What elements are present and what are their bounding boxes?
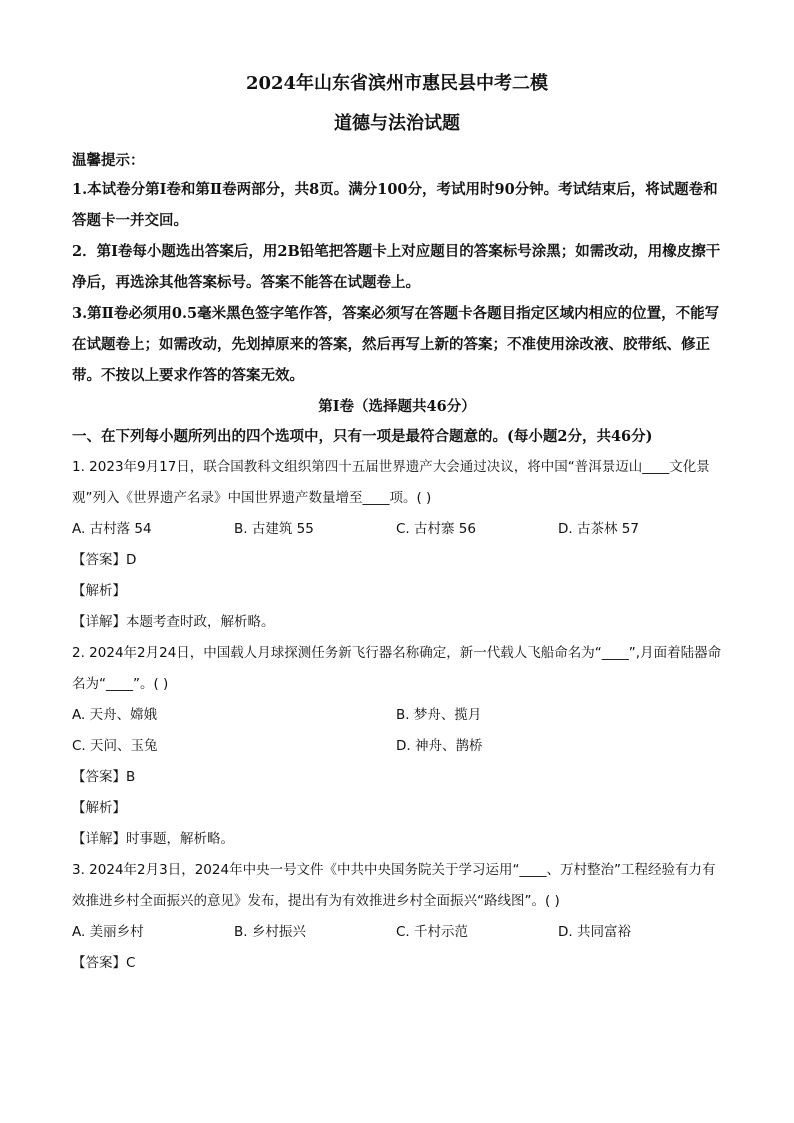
option-d: D. 神舟、鹊桥	[396, 738, 483, 754]
question-3-options	[72, 917, 722, 948]
question-1-detail: 【详解】本题考查时政，解析略。	[72, 614, 275, 630]
option-b: B. 乡村振兴	[234, 924, 306, 940]
question-1-stem: 1. 2023年9月17日，联合国教科文组织第四十五届世界遗产大会通过决议，将中国“普洱景迈山____文化景观”列入《世界遗产名录》中国世界遗产数量增至____项。( )	[72, 459, 710, 506]
option-c: C. 天问、玉兔	[72, 738, 158, 754]
question-2-options-row-1	[72, 700, 722, 731]
question-1-options	[72, 514, 722, 545]
question-1-answer: 【答案】D	[72, 552, 137, 568]
note-3: 3.第Ⅱ卷必须用0.5毫米黑色签字笔作答，答案必须写在答题卡各题目指定区域内相应的位置，不能写在试题卷上；如需改动，先划掉原来的答案，然后再写上新的答案；不准使用涂改液、胶带纸、修正带。不按以上要求作答的答案无效。	[72, 305, 720, 384]
page-subtitle: 道德与法治试题	[334, 113, 460, 134]
option-b: B. 梦舟、揽月	[396, 707, 482, 723]
option-c: C. 古村寨 56	[396, 521, 476, 537]
question-1-analysis: 【解析】	[72, 583, 126, 599]
note-2: 2．第Ⅰ卷每小题选出答案后，用2B铅笔把答题卡上对应题目的答案标号涂黑；如需改动，用橡皮擦干净后，再选涂其他答案标号。答案不能答在试题卷上。	[72, 243, 721, 291]
question-2-detail: 【详解】时事题，解析略。	[72, 831, 234, 847]
option-d: D. 古茶林 57	[558, 521, 639, 537]
question-2-options-row-2	[72, 731, 722, 762]
note-1: 1.本试卷分第Ⅰ卷和第Ⅱ卷两部分，共8页。满分100分，考试用时90分钟。考试结束后，将试题卷和答题卡一并交回。	[72, 181, 718, 229]
question-3-stem: 3. 2024年2月3日，2024年中央一号文件《中共中央国务院关于学习运用“____、万村整治”工程经验有力有效推进乡村全面振兴的意见》发布，提出有为有效推进乡村全面振兴“路线图”。( )	[72, 862, 716, 909]
option-a: A. 天舟、嫦娥	[72, 707, 158, 723]
option-a: A. 美丽乡村	[72, 924, 144, 940]
section-title: 第Ⅰ卷（选择题共46分）	[318, 398, 476, 415]
part-heading: 一、在下列每小题所列出的四个选项中，只有一项是最符合题意的。(每小题2分，共46分)	[72, 428, 653, 445]
page-title: 2024年山东省滨州市惠民县中考二模	[245, 73, 549, 94]
question-2-analysis: 【解析】	[72, 800, 126, 816]
question-2-stem: 2. 2024年2月24日，中国载人月球探测任务新飞行器名称确定，新一代载人飞船命名为“____”,月面着陆器命名为“____”。( )	[72, 645, 722, 692]
option-c: C. 千村示范	[396, 924, 469, 940]
option-a: A. 古村落 54	[72, 521, 152, 537]
option-b: B. 古建筑 55	[234, 521, 314, 537]
option-d: D. 共同富裕	[558, 924, 631, 940]
question-3-answer: 【答案】C	[72, 955, 136, 971]
tips-header: 温馨提示：	[72, 152, 145, 169]
question-2-answer: 【答案】B	[72, 769, 136, 785]
